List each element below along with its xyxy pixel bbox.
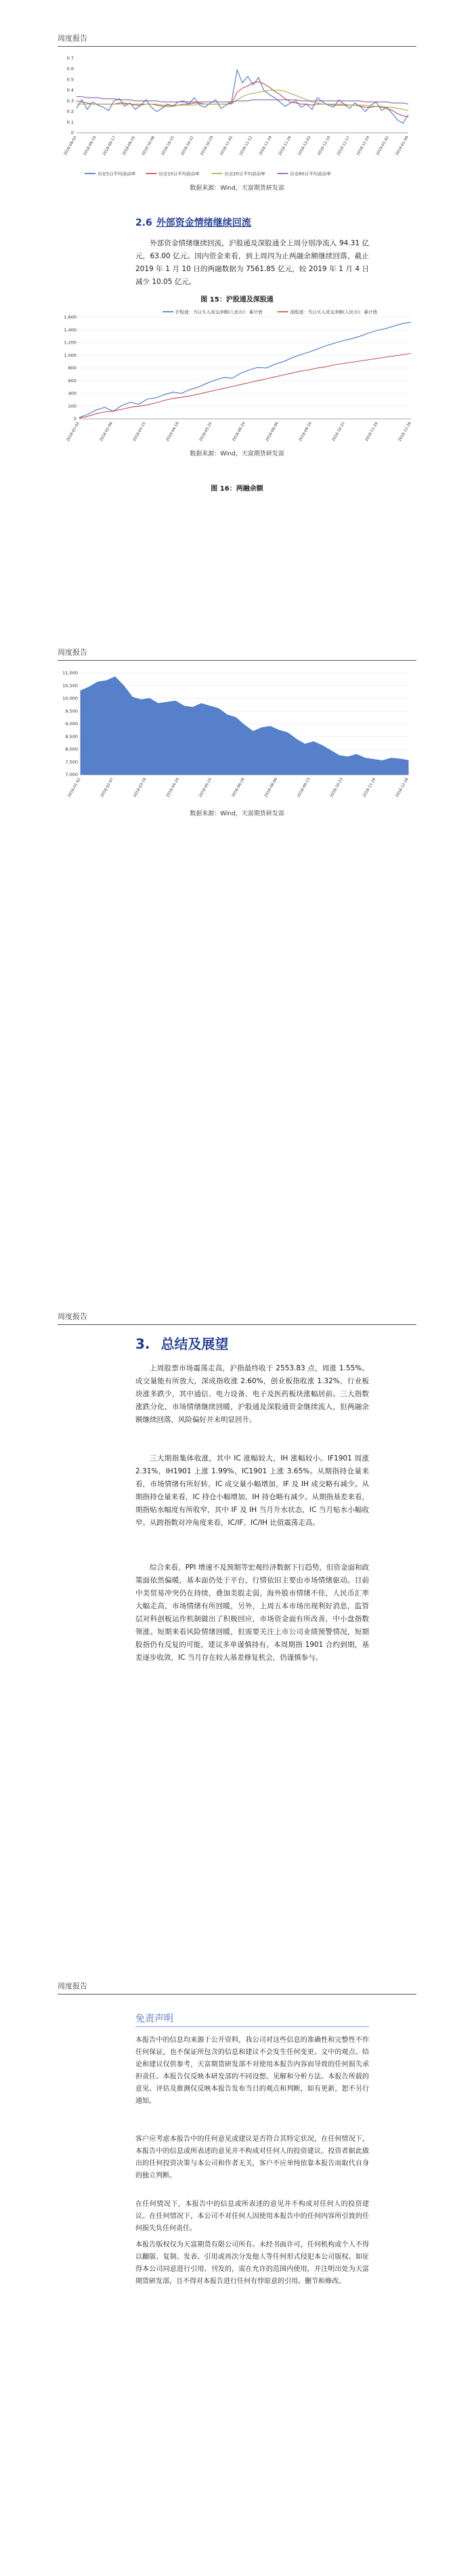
summary-paragraph-2: 三大期指集体收涨，其中 IC 涨幅较大，IH 涨幅较小。IF1901 周涨 2.31%，IH1901 上涨 1.99%，IC1901 上涨 3.65%。从期指持仓量来看，市场情绪有所好转，IC 成交量小幅增加，IF 及 IH 成交略有减少。从期指持仓量来看，IC 持仓小幅增加，IH 持仓略有减少。从期指基差来看，期指贴水幅度有所收窄，其中 IF 及 IH 当月升水状态，IC 当月贴水小幅收窄。从跨指数对冲角度来看，IC/IF、IC/IH 比值震荡走高。 — [135, 1454, 369, 1527]
x-tick-label: 2018-08-06 — [263, 777, 279, 798]
y-tick-label: 0.2 — [66, 108, 74, 115]
x-tick-label: 2018-11-12 — [238, 136, 254, 157]
legend-label: 历史10日平均波动率 — [158, 171, 200, 177]
y-tick-label: 7,500 — [65, 759, 78, 765]
disclaimer-paragraph-4: 本报告版权仅为天富期货有限公司所有。未经书面许可，任何机构或个人不得以翻版、复制、发表、引用或再次分发他人等任何形式侵犯本公司版权。如征得本公司同意进行引用、刊发的，需在允许的范围内使用，并注明出处为天富期货研发部，且不得对本报告进行任何有悖原意的引用、删节和修改。 — [135, 2241, 369, 2285]
disclaimer-paragraph-3: 在任何情况下，本报告中的信息或所表述的意见并不构成对任何人的投资建议。在任何情况下，本公司不对任何人因使用本报告中的任何内容所引致的任何损失负任何责任。 — [135, 2201, 369, 2232]
x-tick-label: 2018-10-22 — [331, 422, 346, 443]
disclaimer-paragraph-1: 本报告中的信息均来源于公开资料，我公司对这些信息的准确性和完整性不作任何保证，也不保证所包含的信息和建议不会发生任何变更。文中的观点、结论和建议仅供参考，天富期货研发部不对使用本报告内容而导致的任何损失承担责任。本报告仅反映本研发部的不同设想、见解和分析方法。本报告所载的意见、评估及推测仅反映本报告发布当日的观点和判断，如有更新，恕不另行通知。 — [135, 2037, 369, 2105]
series-line — [77, 97, 408, 104]
y-tick-label: 10,000 — [62, 695, 78, 701]
volatility-chart — [58, 54, 416, 180]
section-heading — [135, 1333, 229, 1353]
y-tick-label: 1,600 — [64, 314, 77, 320]
y-tick-label: 200 — [68, 403, 77, 409]
y-tick-label: 800 — [68, 365, 77, 371]
x-tick-label: 2018-11-26 — [364, 422, 379, 443]
y-tick-label: 9,500 — [65, 708, 78, 714]
y-tick-label: 0.7 — [66, 56, 74, 61]
x-tick-label: 2018-11-26 — [362, 777, 377, 798]
series-line — [79, 323, 411, 418]
x-tick-label: 2018-09-03 — [63, 136, 78, 157]
section-number: 2.6 — [135, 218, 152, 228]
y-tick-label: 8,000 — [65, 746, 78, 752]
legend-label: 深股通：当日买入成交净额(人民币)：累计值 — [290, 309, 378, 315]
page-header — [58, 644, 416, 661]
section-heading — [135, 216, 251, 229]
y-tick-label: 600 — [68, 377, 77, 384]
x-tick-label: 2018-04-19 — [165, 422, 180, 443]
section-paragraph: 外部资金情绪继续回流，沪股通及深股通全上周分别净流入 94.31 亿元，63.00 亿元。国内资金来看，到上周四为止两融余额继续回落，截止 2019 年 1 月 10 日的两融数据为 7561.85 亿元，较 2019 年 1 月 4 日减少 10.05 亿元。 — [135, 239, 369, 286]
section-title: 总结及展望 — [160, 1336, 229, 1352]
header-title: 周度报告 — [58, 1982, 87, 1990]
margin-balance-chart — [58, 668, 416, 803]
x-tick-label: 2018-11-19 — [258, 136, 273, 157]
legend-label: 沪股通：当日买入成交净额(人民币)：累计值 — [175, 309, 263, 315]
x-tick-label: 2018-06-29 — [232, 422, 246, 443]
page-header — [58, 30, 416, 47]
x-tick-label: 2018-09-17 — [102, 136, 117, 157]
disclaimer-paragraph-2: 客户应考虑本报告中的任何意见或建议是否符合其特定状况，在任何情况下，本报告中的信息或所表述的意见并不构成对任何人的投资建议。投资者据此做出的任何投资决策与本公司和作者无关，客户不应单纯依靠本报告而取代自身的独立判断。 — [135, 2135, 369, 2180]
x-tick-label: 2018-02-07 — [100, 777, 115, 798]
y-tick-label: 1,400 — [64, 327, 77, 333]
x-tick-label: 2018-12-10 — [317, 136, 332, 157]
series-line — [77, 82, 408, 117]
x-tick-label: 2018-12-03 — [297, 136, 312, 157]
y-tick-label: 11,000 — [62, 670, 78, 676]
chart-source: 数据来源：Wind，天富期货研发部 — [190, 811, 284, 817]
x-tick-label: 2018-09-25 — [122, 136, 137, 157]
stock-connect-chart — [58, 306, 416, 445]
x-tick-label: 2018-03-16 — [133, 777, 148, 798]
y-tick-label: 0.1 — [66, 119, 74, 125]
x-tick-label: 2018-04-20 — [165, 777, 180, 798]
x-tick-label: 2018-09-13 — [297, 777, 311, 798]
section-number: 3. — [135, 1336, 150, 1352]
x-tick-label: 2018-12-28 — [397, 422, 412, 443]
summary-paragraph-1: 上周股票市场震荡走高，沪指最终收于 2553.83 点，周涨 1.55%。成交量能有所放大，深成指收涨 2.60%，创业板指收涨 1.32%，行业板块涨多跌少，其中通信、电力设备、电子及医药板块涨幅居前。三大指数涨跌分化，市场情绪继续回暖，沪股通及深股通资金继续流入，但两融余额继续回落，风险偏好并未明显回升。 — [135, 1364, 369, 1424]
chart-source: 数据来源：Wind，天富期货研发部 — [190, 451, 284, 457]
y-tick-label: 0.3 — [66, 98, 74, 104]
x-tick-label: 2018-06-28 — [231, 777, 246, 798]
y-tick-label: 0.6 — [66, 66, 74, 72]
x-tick-label: 2018-03-15 — [132, 422, 147, 443]
disclaimer-title: 免责声明 — [135, 2013, 173, 2024]
header-title: 周度报告 — [58, 34, 87, 43]
header-title: 周度报告 — [58, 648, 87, 657]
x-tick-label: 2018-12-28 — [395, 777, 410, 798]
series-line — [77, 90, 408, 110]
x-tick-label: 2019-01-09 — [395, 136, 410, 157]
disclaimer-divider — [135, 2026, 369, 2027]
y-tick-label: 7,000 — [65, 772, 78, 777]
y-tick-label: 8,500 — [65, 733, 78, 739]
page-header — [58, 1978, 416, 1995]
y-tick-label: 0.4 — [66, 87, 74, 94]
y-tick-label: 9,000 — [65, 721, 78, 727]
y-tick-label: 10,500 — [62, 682, 78, 689]
x-tick-label: 2018-10-22 — [180, 136, 195, 157]
legend-label: 历史60日平均波动率 — [290, 171, 331, 177]
y-tick-label: 1,000 — [64, 352, 77, 359]
x-tick-label: 2018-05-25 — [198, 777, 213, 798]
x-tick-label: 2018-02-06 — [99, 422, 114, 443]
legend-label: 历史5日平均波动率 — [98, 171, 136, 177]
x-tick-label: 2018-08-06 — [265, 422, 280, 443]
x-tick-label: 2018-01-02 — [66, 422, 81, 443]
y-tick-label: 1,200 — [64, 340, 77, 346]
x-tick-label: 2018-12-24 — [356, 136, 371, 157]
header-title: 周度报告 — [58, 1312, 87, 1321]
y-tick-label: 400 — [68, 390, 77, 396]
x-tick-label: 2018-09-10 — [83, 136, 98, 157]
series-area — [81, 677, 408, 775]
x-tick-label: 2018-12-17 — [337, 136, 351, 157]
x-tick-label: 2018-10-23 — [329, 777, 344, 798]
chart-source: 数据来源：Wind，天富期货研发部 — [190, 185, 284, 192]
figure-caption: 图 15：沪股通及深股通 — [200, 296, 274, 304]
summary-paragraph-3: 综合来看，PPI 增速不及预期等宏观经济数据下行趋势，但资金面和政策面依然偏暖，基本面仍处于平台，行情依旧主要由市场情绪驱动。目前中美贸易冲突仍在持续，叠加美股走弱，海外股市情绪不佳，人民币汇率大幅走高，市场情绪有所回暖，另外，上周五本市场出现利好消息，监管层对科创板运作机制做出了积极回应，市场资金面有所改善，中小盘指数领涨。短期来看风险情绪回暖，但需要关注上市公司业绩预警情况，短期股指仍有反复的可能，建议多单谨慎持有。本周期指 1901 合约到期，基差逐步收敛，IC 当月存在较大基差修复机会，仍谨慎参与。 — [135, 1563, 369, 1662]
x-tick-label: 2018-11-26 — [278, 136, 293, 157]
x-tick-label: 2018-10-15 — [160, 136, 175, 157]
section-title: 外部资金情绪继续回流 — [156, 218, 251, 228]
x-tick-label: 2018-10-29 — [200, 136, 215, 157]
series-line — [79, 353, 411, 418]
x-tick-label: 2018-01-02 — [67, 777, 82, 798]
y-tick-label: 0.5 — [66, 77, 74, 83]
y-tick-label: 0 — [70, 130, 74, 136]
page-header — [58, 1308, 416, 1325]
x-tick-label: 2019-01-02 — [375, 136, 390, 157]
figure-caption: 图 16：两融余额 — [211, 485, 263, 493]
x-tick-label: 2018-11-05 — [219, 136, 234, 157]
x-tick-label: 2018-09-10 — [298, 422, 313, 443]
y-tick-label: 0 — [73, 416, 77, 422]
x-tick-label: 2018-05-25 — [198, 422, 213, 443]
legend-label: 历史20日平均波动率 — [224, 171, 265, 177]
x-tick-label: 2018-10-08 — [141, 136, 156, 157]
